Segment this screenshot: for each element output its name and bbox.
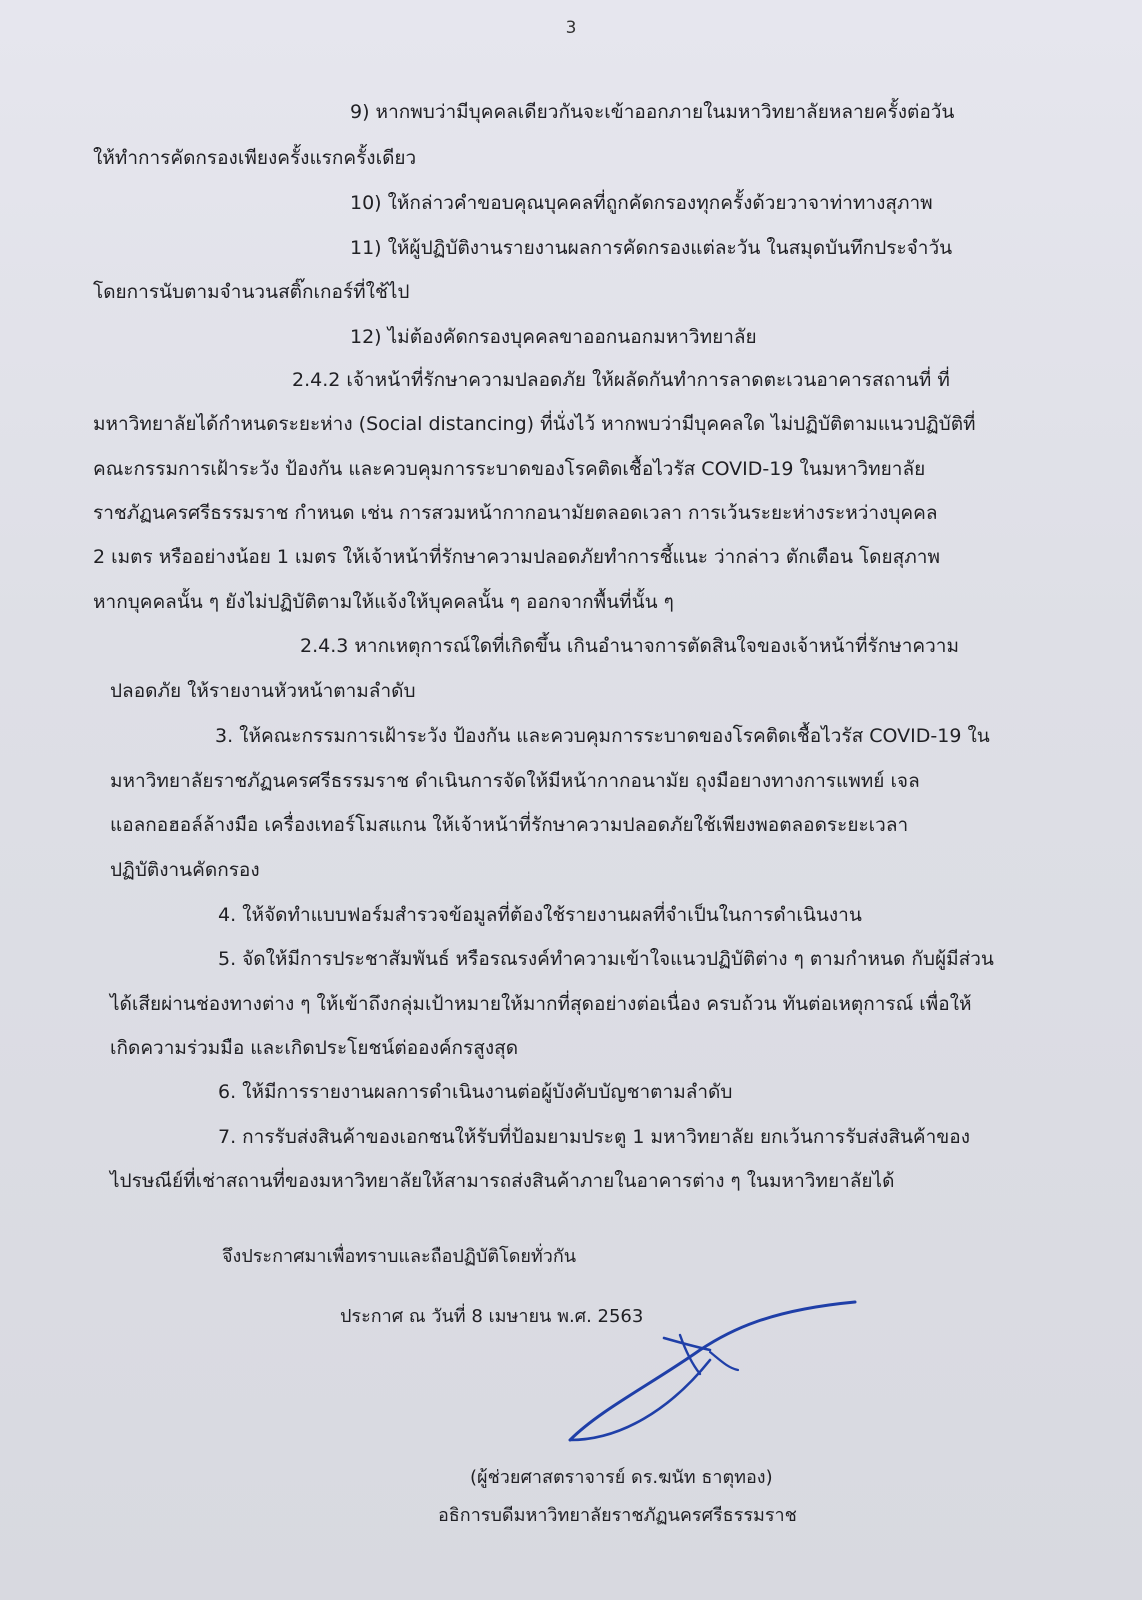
body-line: หากบุคคลนั้น ๆ ยังไม่ปฏิบัติตามให้แจ้งให้บุคคลนั้น ๆ ออกจากพื้นที่นั้น ๆ [93, 591, 674, 613]
body-line: 2 เมตร หรืออย่างน้อย 1 เมตร ให้เจ้าหน้าที่รักษาความปลอดภัยทำการชี้แนะ ว่ากล่าว ตักเตือน โดยสุภาพ [93, 546, 940, 568]
body-line: 5. จัดให้มีการประชาสัมพันธ์ หรือรณรงค์ทำความเข้าใจแนวปฏิบัติต่าง ๆ ตามกำหนด กับผู้มีส่วน [218, 948, 994, 970]
body-line: มหาวิทยาลัยราชภัฏนครศรีธรรมราช ดำเนินการจัดให้มีหน้ากากอนามัย ถุงมือยางทางการแพทย์ เจล [110, 770, 920, 792]
body-line: แอลกอฮอล์ล้างมือ เครื่องเทอร์โมสแกน ให้เจ้าหน้าที่รักษาความปลอดภัยใช้เพียงพอตลอดระยะเวลา [110, 814, 909, 836]
body-line: 9) หากพบว่ามีบุคคลเดียวกันจะเข้าออกภายในมหาวิทยาลัยหลายครั้งต่อวัน [350, 101, 955, 123]
page-number: 3 [565, 18, 577, 38]
body-line: คณะกรรมการเฝ้าระวัง ป้องกัน และควบคุมการระบาดของโรคติดเชื้อไวรัส COVID-19 ในมหาวิทยาลัย [93, 458, 926, 480]
body-line: โดยการนับตามจำนวนสติ๊กเกอร์ที่ใช้ไป [93, 281, 410, 303]
announcement-date: ประกาศ ณ วันที่ 8 เมษายน พ.ศ. 2563 [340, 1306, 644, 1327]
body-line: 10) ให้กล่าวคำขอบคุณบุคคลที่ถูกคัดกรองทุกครั้งด้วยวาจาท่าทางสุภาพ [350, 192, 933, 214]
body-line: ได้เสียผ่านช่องทางต่าง ๆ ให้เข้าถึงกลุ่มเป้าหมายให้มากที่สุดอย่างต่อเนื่อง ครบถ้วน ทันต่อเหตุการณ์ เพื่อให้ [110, 993, 972, 1015]
body-line: 2.4.2 เจ้าหน้าที่รักษาความปลอดภัย ให้ผลัดกันทำการลาดตะเวนอาคารสถานที่ ที่ [292, 369, 950, 391]
body-line: ไปรษณีย์ที่เช่าสถานที่ของมหาวิทยาลัยให้สามารถส่งสินค้าภายในอาคารต่าง ๆ ในมหาวิทยาลัยได้ [110, 1170, 895, 1192]
signer-name: (ผู้ช่วยศาสตราจารย์ ดร.ฆนัท ธาตุทอง) [470, 1467, 773, 1488]
body-line: 7. การรับส่งสินค้าของเอกชนให้รับที่ป้อมยามประตู 1 มหาวิทยาลัย ยกเว้นการรับส่งสินค้าของ [218, 1126, 970, 1148]
body-line: มหาวิทยาลัยได้กำหนดระยะห่าง (Social distancing) ที่นั่งไว้ หากพบว่ามีบุคคลใด ไม่ปฏิบัติตามแนวปฏิบัติที่ [93, 413, 976, 435]
body-line: ปฏิบัติงานคัดกรอง [110, 859, 260, 881]
body-line: 4. ให้จัดทำแบบฟอร์มสำรวจข้อมูลที่ต้องใช้รายงานผลที่จำเป็นในการดำเนินงาน [218, 904, 862, 926]
body-line: 12) ไม่ต้องคัดกรองบุคคลขาออกนอกมหาวิทยาลัย [350, 326, 757, 348]
signer-position: อธิการบดีมหาวิทยาลัยราชภัฏนครศรีธรรมราช [438, 1505, 797, 1526]
body-line: 11) ให้ผู้ปฏิบัติงานรายงานผลการคัดกรองแต่ละวัน ในสมุดบันทึกประจำวัน [350, 237, 953, 259]
body-line: 6. ให้มีการรายงานผลการดำเนินงานต่อผู้บังคับบัญชาตามลำดับ [218, 1081, 733, 1103]
body-line: เกิดความร่วมมือ และเกิดประโยชน์ต่อองค์กรสูงสุด [110, 1037, 519, 1059]
body-line: 3. ให้คณะกรรมการเฝ้าระวัง ป้องกัน และควบคุมการระบาดของโรคติดเชื้อไวรัส COVID-19 ใน [215, 725, 990, 747]
handwritten-signature [560, 1290, 890, 1460]
body-line: ปลอดภัย ให้รายงานหัวหน้าตามลำดับ [110, 680, 416, 702]
closing-announcement: จึงประกาศมาเพื่อทราบและถือปฏิบัติโดยทั่วกัน [222, 1246, 577, 1267]
body-line: ราชภัฏนครศรีธรรมราช กำหนด เช่น การสวมหน้ากากอนามัยตลอดเวลา การเว้นระยะห่างระหว่างบุคคล [93, 502, 938, 524]
body-line: 2.4.3 หากเหตุการณ์ใดที่เกิดขึ้น เกินอำนาจการตัดสินใจของเจ้าหน้าที่รักษาความ [300, 635, 959, 657]
body-line: ให้ทำการคัดกรองเพียงครั้งแรกครั้งเดียว [93, 147, 417, 169]
